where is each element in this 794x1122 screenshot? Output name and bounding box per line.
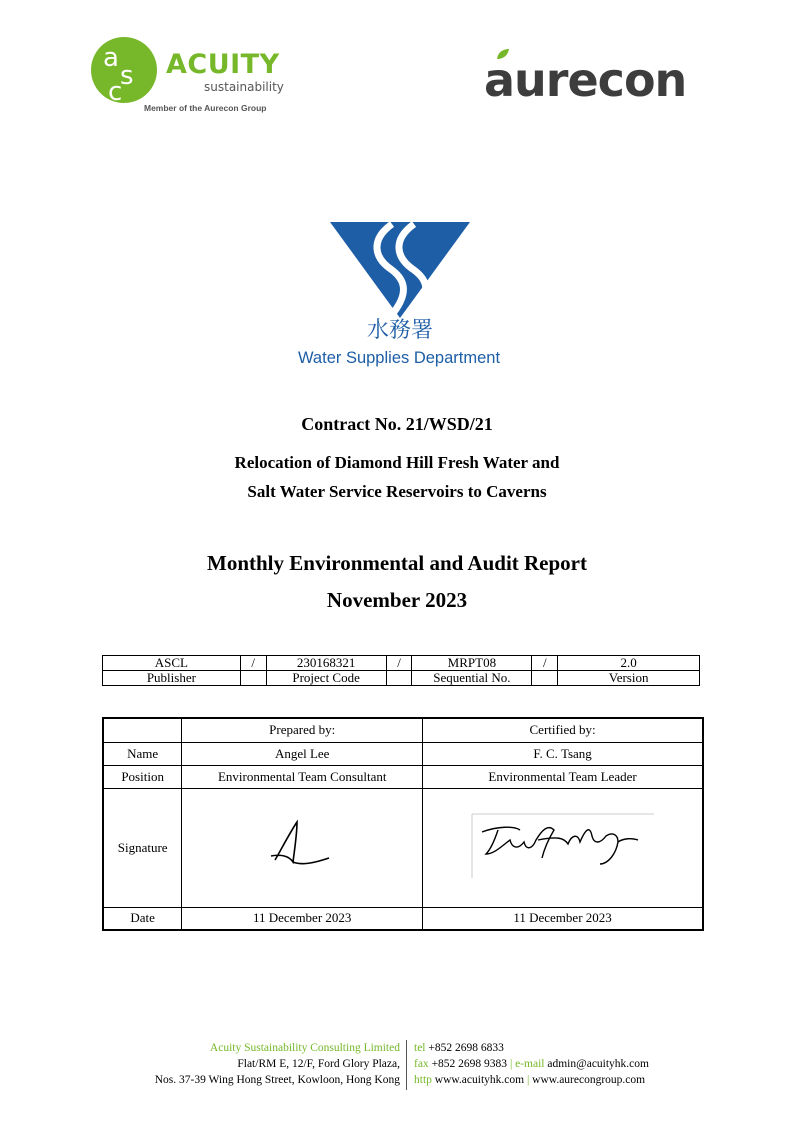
name-row [103,742,703,765]
project-title-line2: Salt Water Service Reservoirs to Caverns [247,482,547,501]
prepared-by-header: Prepared by: [182,718,423,742]
ref-empty-cell [386,671,412,686]
tel-number: +852 2698 6833 [428,1042,504,1054]
footer-contact-block: tel +852 2698 6833 fax +852 2698 9383 | e-mail admin@acuityhk.com http www.acuityhk.com | www.aurecongroup.com [414,1042,649,1086]
ref-separator: / [386,656,412,671]
wsd-emblem-icon [330,222,470,318]
ref-publisher-value: ASCL [103,656,241,671]
ref-sequential-label: Sequential No. [412,671,532,686]
svg-text:c: c [108,77,123,106]
prepared-name: Angel Lee [182,742,423,765]
ref-empty-cell [240,671,266,686]
email-address[interactable]: admin@acuityhk.com [547,1058,649,1070]
acuity-brand-name: ACUITY [166,49,280,80]
row-label: Signature [103,788,182,907]
acuity-logo-icon [90,36,162,106]
position-row [103,765,703,788]
row-label: Date [103,907,182,930]
ref-publisher-label: Publisher [103,671,241,686]
certified-signature-icon [468,810,658,882]
email-label: e-mail [515,1058,545,1070]
footer-address-line2: Nos. 37-39 Wing Hong Street, Kowloon, Hong Kong [154,1074,400,1086]
tel-label: tel [414,1042,426,1054]
svg-text:a: a [103,43,119,73]
prepared-signature-icon [267,816,337,876]
ref-project-code-label: Project Code [266,671,386,686]
signoff-header-empty [103,718,182,742]
ref-separator: / [532,656,558,671]
wsd-english-name: Water Supplies Department [297,349,501,367]
fax-number: +852 2698 9383 [431,1058,508,1070]
acuity-tagline: sustainability [204,80,284,94]
ref-version-label: Version [558,671,700,686]
signature-row [103,788,703,907]
wsd-chinese-name: 水務署 [366,318,433,343]
signoff-table [102,717,704,931]
reference-values-row [103,656,700,671]
signoff-header-row [103,718,703,742]
aurecon-brand-name: aurecon [484,53,687,107]
ref-sequential-value: MRPT08 [412,656,532,671]
row-label: Position [103,765,182,788]
website-acuity[interactable]: www.acuityhk.com [434,1074,525,1086]
project-title-line1: Relocation of Diamond Hill Fresh Water and [234,453,560,472]
reference-table [102,655,700,686]
footer-divider [406,1040,407,1090]
footer-company: Acuity Sustainability Consulting Limited [209,1042,400,1054]
ref-separator: / [240,656,266,671]
prepared-signature-cell [182,788,423,907]
ref-version-value: 2.0 [558,656,700,671]
reference-labels-row [103,671,700,686]
certified-name: F. C. Tsang [423,742,703,765]
date-row [103,907,703,930]
acuity-member-note: Member of the Aurecon Group [144,103,267,113]
ref-empty-cell [532,671,558,686]
prepared-position: Environmental Team Consultant [182,765,423,788]
footer-address-block [120,1040,400,1088]
row-label: Name [103,742,182,765]
certified-date: 11 December 2023 [423,907,703,930]
contract-number: Contract No. 21/WSD/21 [301,414,493,434]
certified-by-header: Certified by: [423,718,703,742]
report-month: November 2023 [326,588,468,612]
ref-project-code-value: 230168321 [266,656,386,671]
svg-text:s: s [120,61,134,91]
fax-label: fax [414,1058,429,1070]
report-title: Monthly Environmental and Audit Report [207,551,587,575]
website-aurecon[interactable]: www.aurecongroup.com [532,1074,646,1086]
footer-address-line1: Flat/RM E, 12/F, Ford Glory Plaza, [237,1058,400,1070]
certified-signature-cell [423,788,703,907]
prepared-date: 11 December 2023 [182,907,423,930]
http-label: http [414,1074,432,1086]
certified-position: Environmental Team Leader [423,765,703,788]
